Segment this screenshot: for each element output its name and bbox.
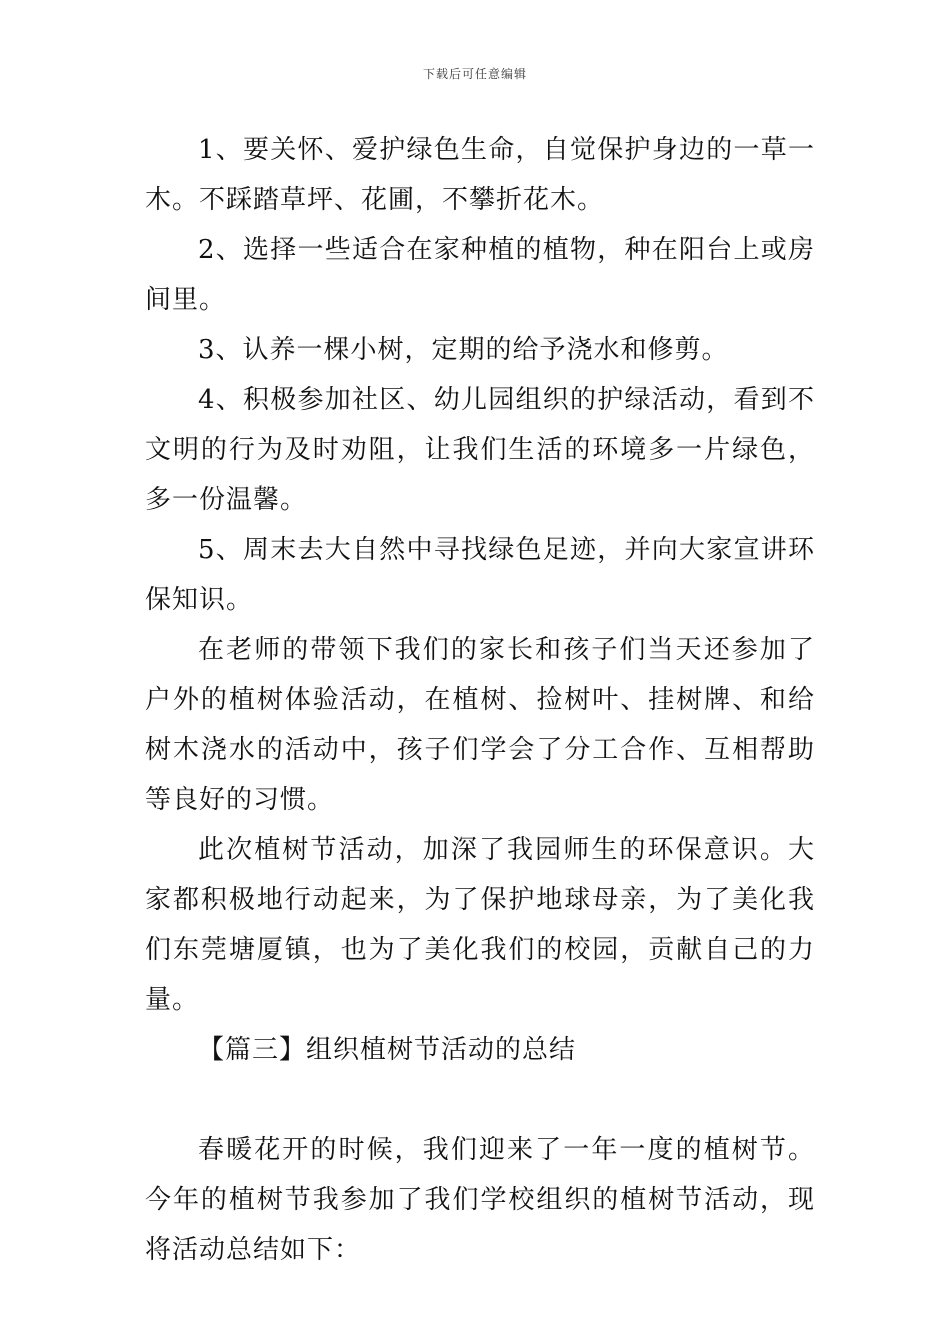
paragraph-item-4: 4、积极参加社区、幼儿园组织的护绿活动，看到不文明的行为及时劝阻，让我们生活的环境多一片绿色，多一份温馨。 [145,385,815,515]
header-note: 下载后可任意编辑 [422,67,527,81]
blank-line [145,1075,815,1125]
section-title: 【篇三】组织植树节活动的总结 [198,1035,577,1065]
paragraph-activity-conclusion: 此次植树节活动，加深了我园师生的环保意识。大家都积极地行动起来，为了保护地球母亲，为了美化我们东莞塘厦镇，也为了美化我们的校园，贡献自己的力量。 [145,835,815,1015]
paragraph-item-3: 3、认养一棵小树，定期的给予浇水和修剪。 [198,335,729,365]
paragraph-summary-intro: 春暖花开的时候，我们迎来了一年一度的植树节。今年的植树节我参加了我们学校组织的植树节活动，现将活动总结如下： [145,1135,815,1265]
paragraph-item-1: 1、要关怀、爱护绿色生命，自觉保护身边的一草一木。不踩踏草坪、花圃，不攀折花木。 [145,135,815,215]
document-body [145,125,815,1275]
paragraph-tree-planting-activity: 在老师的带领下我们的家长和孩子们当天还参加了户外的植树体验活动，在植树、捡树叶、挂树牌、和给树木浇水的活动中，孩子们学会了分工合作、互相帮助等良好的习惯。 [145,635,815,815]
paragraph-item-5: 5、周末去大自然中寻找绿色足迹，并向大家宣讲环保知识。 [145,535,815,615]
paragraph-item-2: 2、选择一些适合在家种植的植物，种在阳台上或房间里。 [145,235,815,315]
